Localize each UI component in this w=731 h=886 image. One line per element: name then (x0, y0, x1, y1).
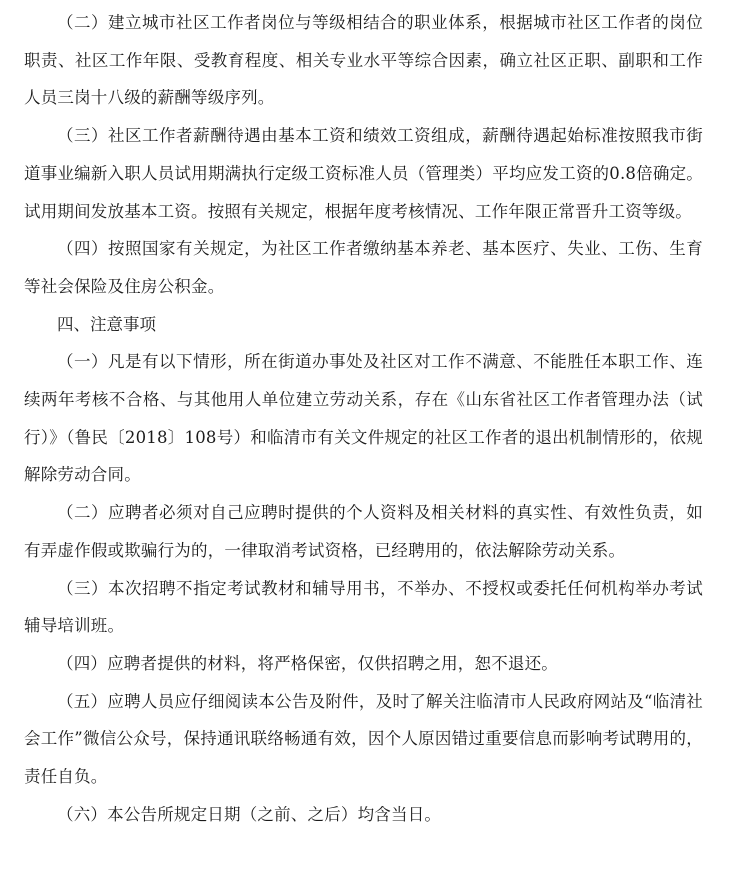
notice-item-confidential: （四）应聘者提供的材料，将严格保密，仅供招聘之用，恕不退还。 (57, 653, 558, 673)
section-heading-notes: 四、注意事项 (57, 314, 156, 334)
paragraph-salary-system: （二）建立城市社区工作者岗位与等级相结合的职业体系，根据城市社区工作者的岗位职责、社区工作年限、受教育程度、相关专业水平等综合因素，确立社区正职、副职和工作人员三岗十八级的薪酬等级序列。 (24, 13, 703, 108)
notice-item-termination: （一）凡是有以下情形，所在街道办事处及社区对工作不满意、不能胜任本职工作、连续两年考核不合格、与其他用人单位建立劳动关系，存在《山东省社区工作者管理办法（试行）》（鲁民〔2018〕108号）和临清市有关文件规定的社区工作者的退出机制情形的，依规解除劳动合同。 (24, 352, 703, 485)
notice-item-no-textbooks: （三）本次招聘不指定考试教材和辅导用书，不举办、不授权或委托任何机构举办考试辅导培训班。 (24, 578, 703, 636)
notice-item-dates-inclusive: （六）本公告所规定日期（之前、之后）均含当日。 (57, 804, 442, 824)
notice-item-authenticity: （二）应聘者必须对自己应聘时提供的个人资料及相关材料的真实性、有效性负责，如有弄虚作假或欺骗行为的，一律取消考试资格，已经聘用的，依法解除劳动关系。 (24, 503, 703, 560)
paragraph-social-insurance: （四）按照国家有关规定，为社区工作者缴纳基本养老、基本医疗、失业、工伤、生育等社会保险及住房公积金。 (24, 239, 703, 296)
notice-item-read-announcement: （五）应聘人员应仔细阅读本公告及附件，及时了解关注临清市人民政府网站及“临清社会工作”微信公众号，保持通讯联络畅通有效，因个人原因错过重要信息而影响考试聘用的，责任自负。 (24, 691, 703, 787)
paragraph-salary-composition: （三）社区工作者薪酬待遇由基本工资和绩效工资组成，薪酬待遇起始标准按照我市街道事业编新入职人员试用期满执行定级工资标准人员（管理类）平均应发工资的0.8倍确定。试用期间发放基本工资。按照有关规定，根据年度考核情况、工作年限正常晋升工资等级。 (24, 126, 703, 221)
